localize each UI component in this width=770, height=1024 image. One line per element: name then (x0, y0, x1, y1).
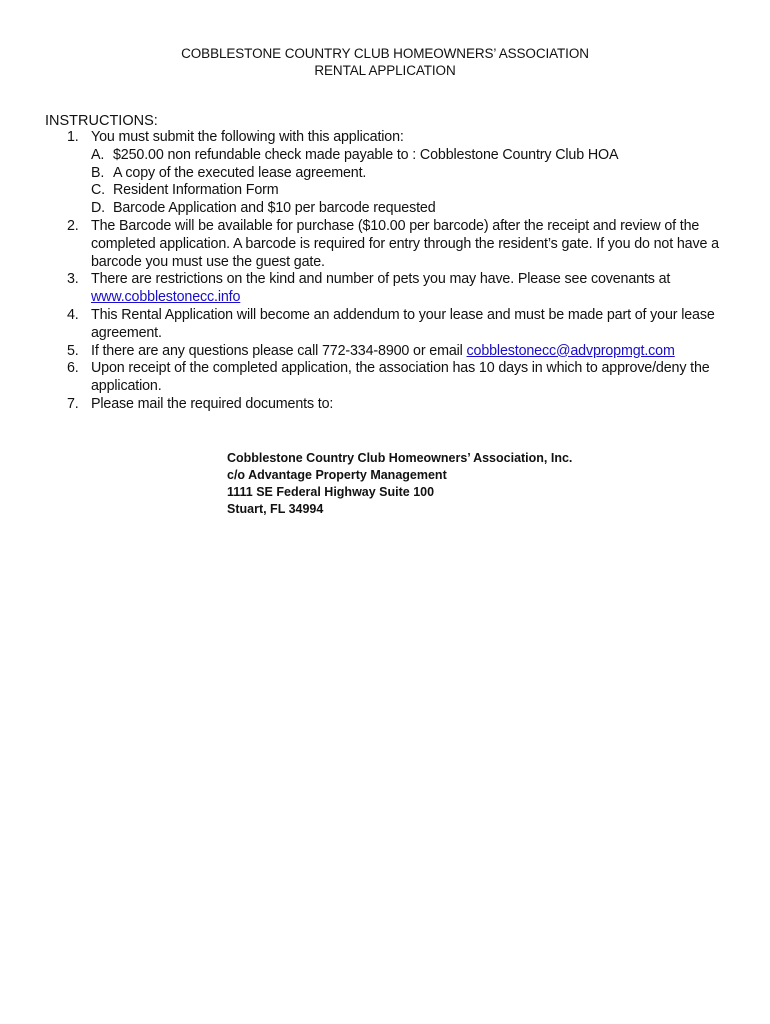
form-title: RENTAL APPLICATION (314, 63, 456, 78)
sub-list-item (91, 165, 745, 183)
address-line: 1111 SE Federal Highway Suite 100 (227, 485, 435, 499)
list-item (45, 271, 745, 307)
list-item (45, 396, 745, 414)
list-item (45, 307, 745, 343)
list-item-text: This Rental Application will become an addendum to your lease and must be made part of your lease agreement. (91, 306, 715, 341)
list-item-number: 5. (67, 342, 79, 359)
list-item-number: 6. (67, 360, 79, 377)
sub-list-item-text: Resident Information Form (113, 182, 279, 199)
address-line: Stuart, FL 34994 (227, 502, 324, 516)
list-item (45, 218, 745, 271)
sub-list-item-text: $250.00 non refundable check made payable to : Cobblestone Country Club HOA (113, 146, 619, 163)
association-title: COBBLESTONE COUNTRY CLUB HOMEOWNERS’ ASSOCIATION (181, 46, 589, 61)
list-item-number: 1. (67, 129, 79, 145)
address-line: Cobblestone Country Club Homeowners’ Association, Inc. (227, 451, 573, 465)
list-item-text: If there are any questions please call 772-334-8900 or email (91, 342, 463, 359)
sub-list-item-text: Barcode Application and $10 per barcode requested (113, 200, 436, 217)
list-item (45, 343, 745, 361)
sub-list-item (91, 147, 745, 165)
address-line: c/o Advantage Property Management (227, 468, 447, 482)
covenants-website-link[interactable]: www.cobblestonecc.info (91, 289, 241, 306)
mailing-address (227, 450, 572, 518)
sub-list-item-letter: C. (91, 182, 105, 199)
sub-list-item-letter: B. (91, 164, 105, 181)
list-item-number: 2. (67, 217, 79, 234)
sub-list-item-text: A copy of the executed lease agreement. (113, 164, 367, 181)
list-item-text: You must submit the following with this application: (91, 129, 404, 145)
sub-list-item (91, 200, 745, 218)
list-item-number: 4. (67, 306, 79, 323)
list-item (45, 129, 745, 218)
list-item-text: Please mail the required documents to: (91, 395, 334, 412)
sub-list-item-letter: A. (91, 146, 105, 163)
list-item (45, 360, 745, 396)
list-item-text: Upon receipt of the completed application, the association has 10 days in which to approve/deny the application. (91, 360, 710, 395)
email-link[interactable]: cobblestonecc@advpropmgt.com (466, 342, 675, 359)
list-item-text: The Barcode will be available for purchase ($10.00 per barcode) after the receipt and review of the completed application. A barcode is required for entry through the resident’s gate. If you do not have a barcode you must use the guest gate. (91, 217, 719, 270)
list-item-text: There are restrictions on the kind and number of pets you may have. Please see covenants at (91, 271, 671, 288)
sub-list-item-letter: D. (91, 200, 105, 217)
sub-list-item (91, 182, 745, 200)
list-item-number: 3. (67, 271, 79, 288)
instructions-list (45, 129, 745, 414)
instructions-heading: INSTRUCTIONS: (45, 113, 158, 129)
document-header (0, 45, 770, 79)
list-item-number: 7. (67, 395, 79, 412)
